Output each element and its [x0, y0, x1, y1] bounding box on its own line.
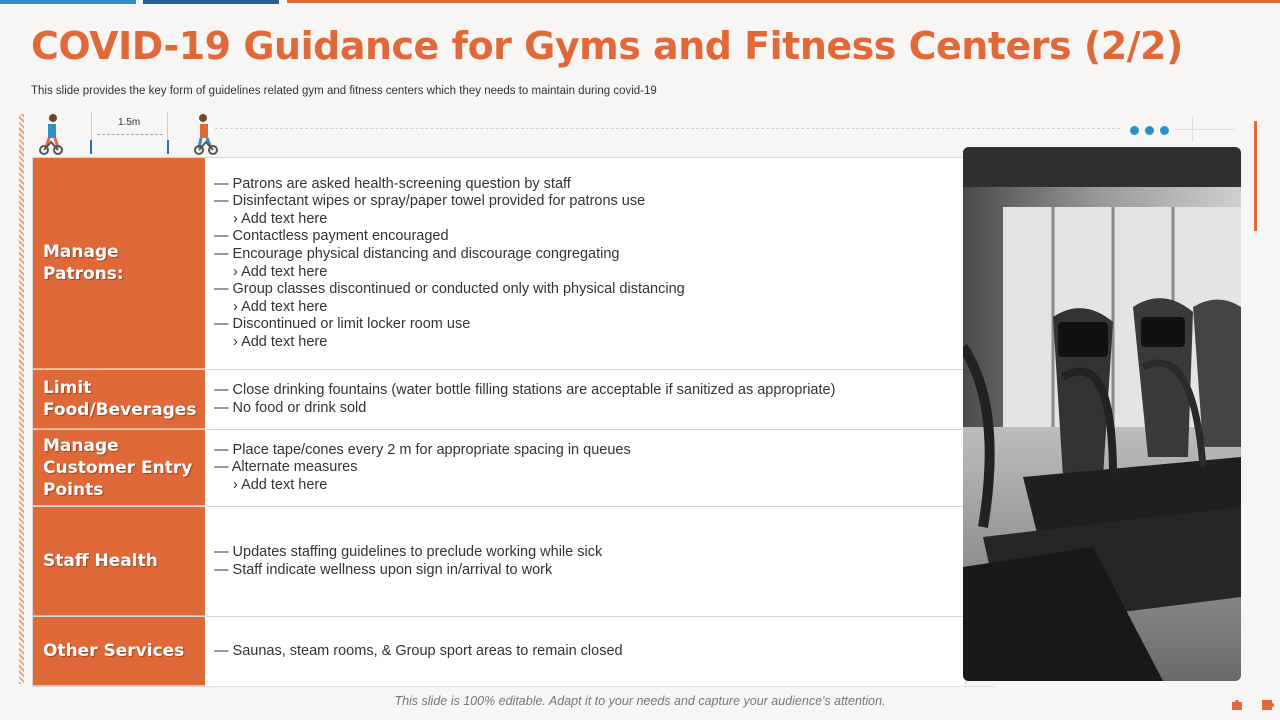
page-title: COVID-19 Guidance for Gyms and Fitness Centers (2/2) [31, 24, 1183, 68]
distance-marker [90, 140, 92, 154]
row-content [214, 430, 955, 506]
bullet-item: — Disinfectant wipes or spray/paper towel provided for patrons use [214, 193, 955, 211]
distance-marker [167, 140, 169, 154]
bullet-item: — Group classes discontinued or conducted only with physical distancing [214, 281, 955, 299]
distance-arrow [97, 134, 163, 135]
row-content [214, 158, 955, 369]
sub-bullet-item: › Add text here [214, 477, 955, 495]
row-heading: Staff Health [33, 507, 205, 616]
top-accent-bar-blue [0, 0, 136, 4]
table-row [33, 370, 965, 430]
guidance-table [32, 157, 966, 687]
table-row [33, 617, 965, 686]
row-heading: Other Services [33, 617, 205, 686]
top-accent-bar-orange [287, 0, 1280, 3]
page-subtitle: This slide provides the key form of guidelines related gym and fitness centers which they needs to maintain during covid-19 [31, 85, 657, 97]
bullet-item: — Saunas, steam rooms, & Group sport areas to remain closed [214, 643, 955, 661]
bullet-item: — Place tape/cones every 2 m for appropriate spacing in queues [214, 442, 955, 460]
decorative-bar [1254, 121, 1257, 231]
bullet-item: — Contactless payment encouraged [214, 228, 955, 246]
dashed-divider [215, 128, 1120, 129]
top-accent-bar-navy [143, 0, 279, 4]
table-row [33, 507, 965, 617]
table-row [33, 430, 965, 507]
sub-bullet-item: › Add text here [214, 334, 955, 352]
row-content [214, 617, 955, 686]
footer-divider [205, 686, 995, 687]
distance-label: 1.5m [118, 117, 141, 128]
row-heading: Manage Customer Entry Points [33, 430, 205, 506]
bullet-item: — Patrons are asked health-screening question by staff [214, 176, 955, 194]
table-row [33, 158, 965, 370]
bullet-item: — Updates staffing guidelines to preclude working while sick [214, 544, 955, 562]
row-content [214, 507, 955, 616]
row-content [214, 370, 955, 429]
bullet-item: — Discontinued or limit locker room use [214, 316, 955, 334]
exercise-bike-person-icon [191, 112, 221, 156]
bullet-item: — Encourage physical distancing and discourage congregating [214, 246, 955, 264]
row-heading: Manage Patrons: [33, 158, 205, 369]
bullet-item: — Close drinking fountains (water bottle filling stations are acceptable if sanitized as appropriate) [214, 382, 955, 400]
sub-bullet-item: › Add text here [214, 299, 955, 317]
footer-note: This slide is 100% editable. Adapt it to your needs and capture your audience's attention. [394, 694, 886, 708]
bullet-item: — Staff indicate wellness upon sign in/arrival to work [214, 562, 955, 580]
decorative-line [1175, 129, 1235, 130]
puzzle-piece-icon [1230, 698, 1244, 712]
gym-treadmills-photo [963, 147, 1241, 681]
exercise-bike-person-icon [36, 112, 66, 156]
decorative-dots [1130, 122, 1175, 140]
bullet-item: — Alternate measures [214, 459, 955, 477]
sub-bullet-item: › Add text here [214, 264, 955, 282]
bullet-item: — No food or drink sold [214, 400, 955, 418]
decorative-stripe [19, 114, 24, 684]
sub-bullet-item: › Add text here [214, 211, 955, 229]
row-heading: Limit Food/Beverages [33, 370, 205, 429]
decorative-line [1192, 116, 1193, 142]
puzzle-piece-icon [1260, 698, 1274, 712]
